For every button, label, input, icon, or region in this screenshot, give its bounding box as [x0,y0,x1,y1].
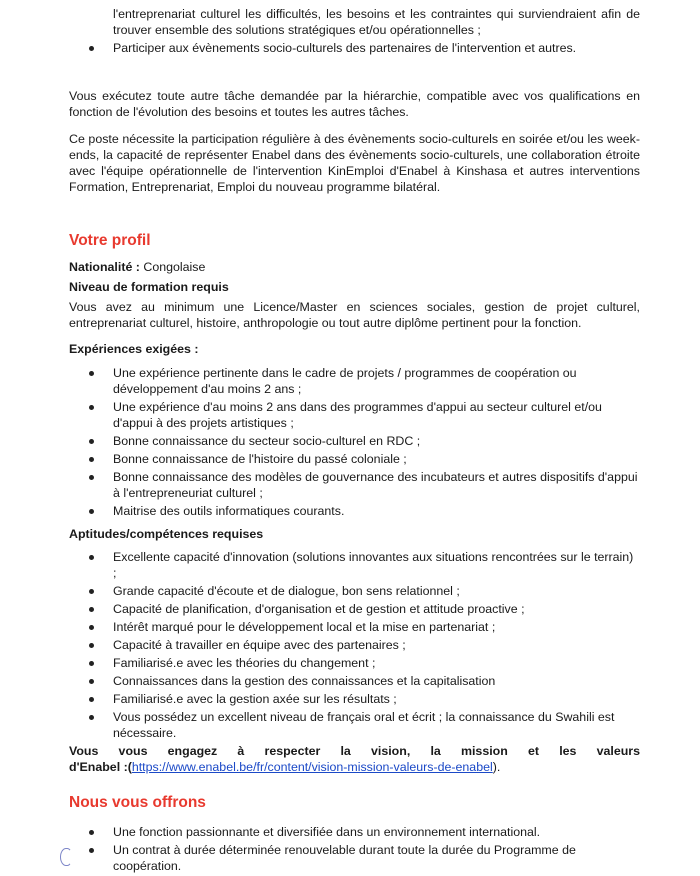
list-item: Une fonction passionnante et diversifiée dans un environnement international. [69,824,640,840]
commitment-paragraph [69,743,640,775]
commitment-line-1: Vous vous engagez à respecter la vision, la mission et les valeurs [69,744,640,758]
list-item: Maitrise des outils informatiques courants. [69,503,640,519]
commitment-line-2 [69,759,640,775]
nationality-label: Nationalité : [69,260,140,274]
values-link[interactable]: https://www.enabel.be/fr/content/vision-mission-valeurs-de-enabel [131,760,493,774]
list-item: Participer aux évènements socio-culturels des partenaires de l'intervention et autres. [69,40,640,56]
list-item: Une expérience d'au moins 2 ans dans des programmes d'appui au secteur culturel et/ou d'appui à des projets artistiques ; [69,399,640,431]
education-heading: Niveau de formation requis [69,280,229,294]
list-item: Une expérience pertinente dans le cadre de projets / programmes de coopération ou développement d'au moins 2 ans ; [69,365,640,397]
list-item: Capacité à travailler en équipe avec des partenaires ; [69,637,640,653]
list-item: Grande capacité d'écoute et de dialogue, bon sens relationnel ; [69,583,640,599]
list-item: Bonne connaissance du secteur socio-culturel en RDC ; [69,433,640,449]
commitment-suffix: ). [492,760,501,774]
offer-list [69,824,640,876]
intro-bullet-list [69,40,640,58]
section-heading-offer: Nous vous offrons [69,794,206,811]
continuation-line-1: l'entreprenariat culturel les difficultés, les besoins et les contraintes qui surviendraient afin de [113,7,640,21]
pen-mark [60,848,72,866]
paragraph-requirements: Ce poste nécessite la participation régulière à des évènements socio-culturels en soirée et/ou les week-ends, la capacité de représenter Enabel dans des évènements socio-culturels, une collaboration étroite avec l'équipe opérationnelle de l'intervention KinEmploi d'Enabel à Kinshasa et autres interventions Formation, Entreprenariat, Emploi du nouveau programme bilatéral. [69,132,640,194]
commitment-prefix: d'Enabel :( [69,760,132,774]
paragraph-tasks: Vous exécutez toute autre tâche demandée par la hiérarchie, compatible avec vos qualifications en fonction de l'évolution des besoins et toutes les autres tâches. [69,89,640,119]
skills-list [69,549,640,743]
continuation-line-2: trouver ensemble des solutions stratégiques et/ou opérationnelles ; [113,23,481,37]
nationality-value: Congolaise [143,260,206,274]
experience-list [69,365,640,521]
section-heading-profile: Votre profil [69,232,151,249]
experience-heading: Expériences exigées : [69,342,199,356]
list-item: Familiarisé.e avec la gestion axée sur les résultats ; [69,691,640,707]
bullet-continuation [113,6,640,38]
skills-heading: Aptitudes/compétences requises [69,527,264,541]
list-item: Excellente capacité d'innovation (solutions innovantes aux situations rencontrées sur le terrain) ; [69,549,640,581]
list-item: Bonne connaissance de l'histoire du passé coloniale ; [69,451,640,467]
list-item: Capacité de planification, d'organisation et de gestion et attitude proactive ; [69,601,640,617]
list-item: Un contrat à durée déterminée renouvelable durant toute la durée du Programme de coopération. [69,842,640,874]
education-text: Vous avez au minimum une Licence/Master en sciences sociales, gestion de projet culturel, entreprenariat culturel, histoire, anthropologie ou tout autre diplôme pertinent pour la fonction. [69,300,640,330]
list-item: Vous possédez un excellent niveau de français oral et écrit ; la connaissance du Swahili est nécessaire. [69,709,640,741]
list-item: Connaissances dans la gestion des connaissances et la capitalisation [69,673,640,689]
nationality-line [69,259,640,275]
list-item: Bonne connaissance des modèles de gouvernance des incubateurs et autres dispositifs d'appui à l'entrepreneuriat culturel ; [69,469,640,501]
list-item: Intérêt marqué pour le développement local et la mise en partenariat ; [69,619,640,635]
list-item: Familiarisé.e avec les théories du changement ; [69,655,640,671]
